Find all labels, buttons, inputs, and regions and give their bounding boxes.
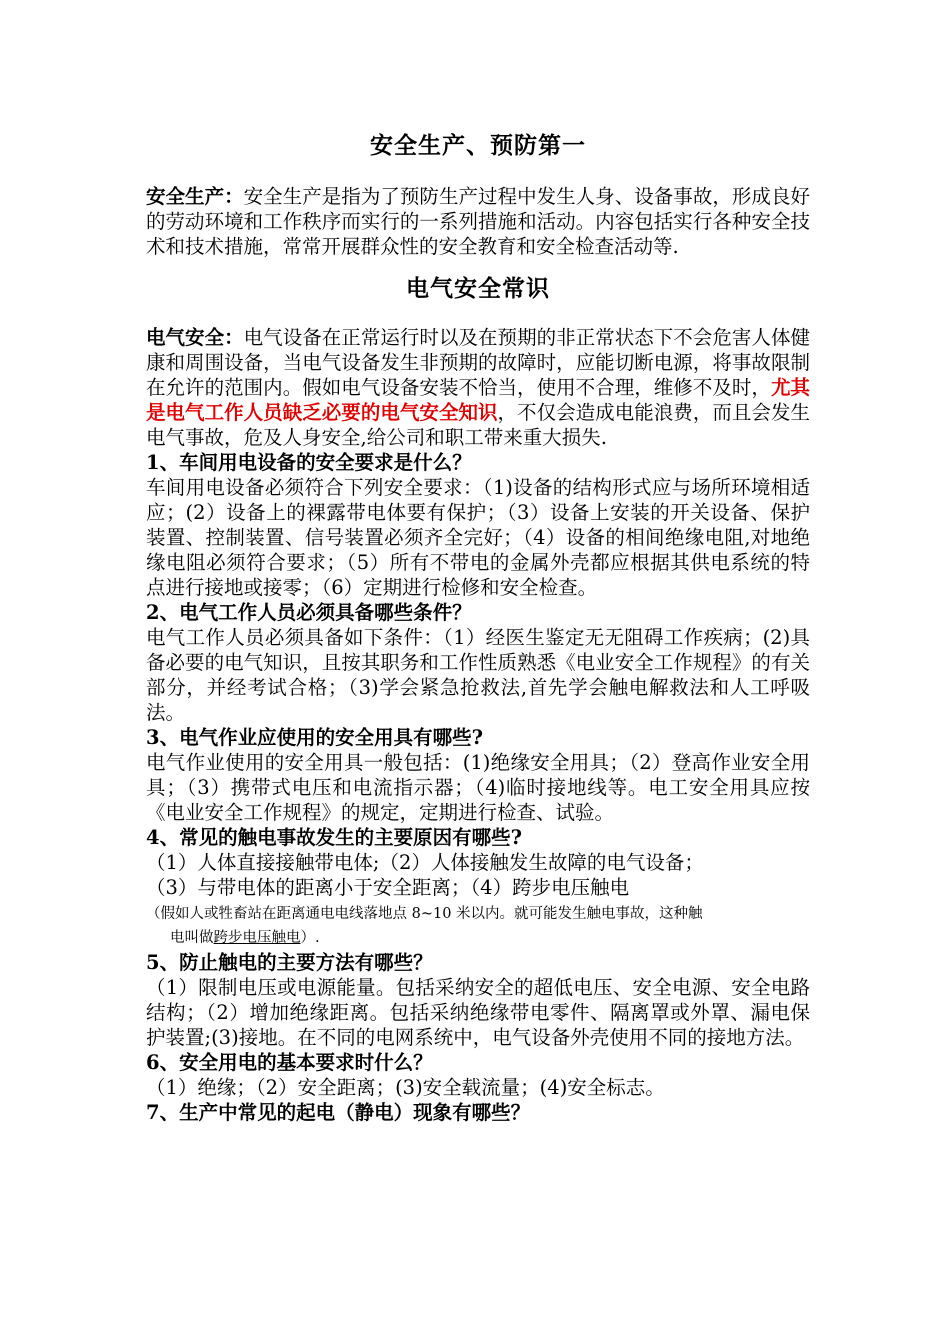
question-4-note [146,902,810,950]
question-7-title: 7、生产中常见的起电（静电）现象有哪些？ [146,1101,531,1124]
question-1-answer: 车间用电设备必须符合下列安全要求：（1)设备的结构形式应与场所环境相适应；(2）设备上的裸露带电体要有保护；（3）设备上安装的开关设备、保护装置、控制装置、信号装置必须齐全完好；（4）设备的相间绝缘电阻,对地绝缘电阻必须符合要求；（5）所有不带电的金属外壳都应根据其供电系统的特点进行接地或接零；（6）定期进行检修和安全检查。 [146,476,810,599]
question-2-title: 2、电气工作人员必须具备哪些条件？ [146,601,472,624]
paragraph-safety-production [146,184,810,259]
question-6-title: 6、安全用电的基本要求时什么？ [146,1051,433,1074]
note-line-2 [146,926,810,950]
note-underlined-term: 跨步电压触电 [213,930,301,946]
question-4-answer-line-1: （1）人体直接接触带电体;（2）人体接触发生故障的电气设备； [146,851,704,874]
question-3-title: 3、电气作业应使用的安全用具有哪些? [146,726,483,749]
question-5-title: 5、防止触电的主要方法有哪些？ [146,951,433,974]
question-4-answer-line-2: （3）与带电体的距离小于安全距离；（4）跨步电压触电 [146,876,630,899]
label-safety-production: 安全生产： [146,185,244,208]
note-text-c: ）. [300,930,320,946]
title-safety-production: 安全生产、预防第一 [370,132,586,159]
question-4-title: 4、常见的触电事故发生的主要原因有哪些? [146,826,522,849]
paragraph-electrical-safety [146,325,810,450]
question-1-title: 1、车间用电设备的安全要求是什么？ [146,451,472,474]
note-line-1: （假如人或牲畜站在距离通电电线落地点 8~10 米以内。就可能发生触电事故，这种触 [146,906,703,922]
label-electrical-safety: 电气安全： [146,326,244,349]
note-text-b: 电叫做 [170,930,214,946]
text-electrical-safety-a: 电气设备在正常运行时以及在预期的非正常状态下不会危害人体健康和周围设备，当电气设备发生非预期的故障时，应能切断电源，将事故限制在允许的范围内。假如电气设备安装不恰当，使用不合理，维修不及时， [146,326,810,399]
question-2-answer: 电气工作人员必须具备如下条件：（1）经医生鉴定无无阻碍工作疾病；(2)具备必要的电气知识，且按其职务和工作性质熟悉《电业安全工作规程》的有关部分，并经考试合格；（3)学会紧急抢救法,首先学会触电解救法和人工呼吸法。 [146,626,810,724]
text-electrical-safety-b: ，不仅会造成电能浪费，而且会发生电气事故，危及人身安全,给公司和职工带来重大损失. [146,401,810,449]
question-6-answer: （1）绝缘；（2）安全距离；(3)安全载流量；(4)安全标志。 [146,1076,665,1099]
highlight-electrical-knowledge: 尤其是电气工作人员缺乏必要的电气安全知识 [146,376,810,424]
title-electrical-safety: 电气安全常识 [406,275,550,302]
question-3-answer: 电气作业使用的安全用具一般包括：(1)绝缘安全用具；（2）登高作业安全用具；（3）携带式电压和电流指示器；（4)临时接地线等。电工安全用具应按《电业安全工作规程》的规定，定期进行检查、试验。 [146,751,810,824]
document-content [146,130,810,1125]
question-5-answer: （1）限制电压或电源能量。包括采纳安全的超低电压、安全电源、安全电路结构；（2）增加绝缘距离。包括采纳绝缘带电零件、隔离罩或外罩、漏电保护装置;(3)接地。在不同的电网系统中，电气设备外壳使用不同的接地方法。 [146,976,810,1049]
text-safety-production: 安全生产是指为了预防生产过程中发生人身、设备事故，形成良好的劳动环境和工作秩序而实行的一系列措施和活动。内容包括实行各种安全技术和技术措施，常常开展群众性的安全教育和安全检查活动等. [146,185,810,258]
